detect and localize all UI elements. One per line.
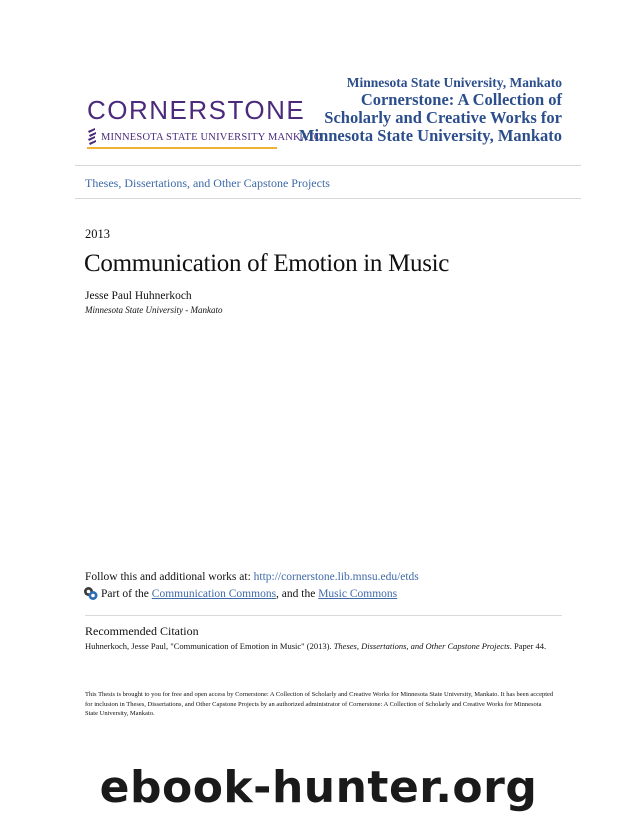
document-title: Communication of Emotion in Music — [84, 250, 450, 277]
music-commons-link[interactable]: Music Commons — [318, 587, 398, 600]
citation-series: Theses, Dissertations, and Other Capstone Projects — [333, 641, 510, 651]
citation-suffix: . Paper 44. — [509, 641, 547, 651]
logo-subtitle — [86, 128, 322, 146]
author-affiliation: Minnesota State University - Mankato — [85, 305, 223, 315]
publication-year: 2013 — [85, 227, 110, 241]
publisher-institution[interactable]: Minnesota State University, Mankato — [346, 75, 562, 90]
part-of-prefix: Part of the — [101, 587, 149, 600]
follow-line — [85, 571, 419, 583]
communication-commons-link[interactable]: Communication Commons — [151, 587, 277, 600]
follow-label: Follow this and additional works at: — [85, 571, 251, 583]
series-link[interactable]: Theses, Dissertations, and Other Capstone Projects — [85, 176, 330, 190]
citation-text — [85, 641, 546, 651]
university-mark-icon — [86, 128, 98, 146]
publisher-collection[interactable]: Cornerstone: A Collection of Scholarly and Creative Works for Minnesota State University, Mankato — [298, 90, 562, 145]
logo-subtitle-text: MINNESOTA STATE UNIVERSITY MANKATO — [101, 131, 322, 143]
commons-network-icon — [83, 586, 98, 601]
author-name[interactable]: Jesse Paul Huhnerkoch — [85, 290, 192, 302]
logo-gold-bar — [87, 147, 277, 149]
recommended-citation-label: Recommended Citation — [85, 624, 199, 638]
citation-prefix: Huhnerkoch, Jesse Paul, "Communication of Emotion in Music" (2013). — [85, 641, 332, 651]
access-notice: This Thesis is brought to you for free and open access by Cornerstone: A Collection of Scholarly and Creative Works for Minnesota State University, Mankato. It has been accepted for inclusion in Theses, Dissertations, and Other Capstone Projects by an authorized administrator of Cornerstone: A Collection of Scholarly and Creative Works for Minnesota State University, Mankato. — [85, 691, 554, 718]
collection-url-link[interactable]: http://cornerstone.lib.mnsu.edu/etds — [253, 571, 419, 583]
citation-divider — [85, 615, 562, 616]
publisher-block[interactable] — [292, 75, 562, 145]
watermark-text: ebook-hunter.org — [99, 762, 538, 813]
series-divider — [75, 198, 581, 199]
part-of-middle: , and the — [276, 587, 316, 600]
cornerstone-logo-wordmark: CORNERSTONE — [87, 95, 306, 125]
header-divider — [75, 165, 581, 166]
part-of-line — [83, 586, 397, 601]
